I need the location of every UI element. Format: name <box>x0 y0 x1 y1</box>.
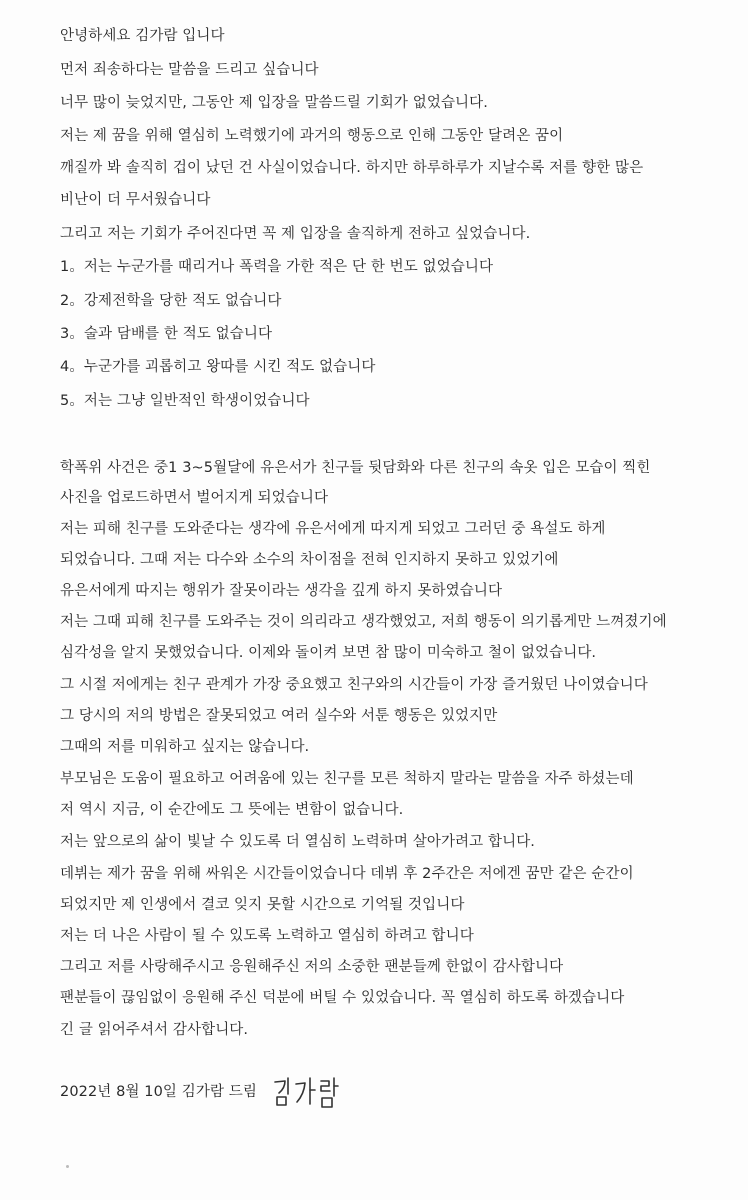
letter-line: 저는 제 꿈을 위해 열심히 노력했기에 과거의 행동으로 인해 그동안 달려온 꿈이 <box>60 128 564 144</box>
letter-line: 저 역시 지금, 이 순간에도 그 뜻에는 변함이 없습니다. <box>60 802 404 818</box>
letter-line: 그 당시의 저의 방법은 잘못되었고 여러 실수와 서툰 행동은 있었지만 <box>60 708 498 724</box>
paper-speck <box>66 1165 69 1168</box>
letter-line: 그리고 저를 사랑해주시고 응원해주신 저의 소중한 팬분들께 한없이 감사합니다 <box>60 959 564 975</box>
list-item: 2。강제전학을 당한 적도 없습니다 <box>60 293 282 309</box>
letter-line: 저는 앞으로의 삶이 빛날 수 있도록 더 열심히 노력하며 살아가려고 합니다. <box>60 834 536 850</box>
letter-line: 그리고 저는 기회가 주어진다면 꼭 제 입장을 솔직하게 전하고 싶었습니다. <box>60 226 531 242</box>
letter-line: 되었습니다. 그때 저는 다수와 소수의 차이점을 전혀 인지하지 못하고 있었기에 <box>60 552 559 568</box>
list-item: 4。누군가를 괴롭히고 왕따를 시킨 적도 없습니다 <box>60 359 376 375</box>
letter-line: 그때의 저를 미워하고 싶지는 않습니다. <box>60 739 310 755</box>
list-item: 3。술과 담배를 한 적도 없습니다 <box>60 326 273 342</box>
letter-line: 먼저 죄송하다는 말씀을 드리고 싶습니다 <box>60 62 319 78</box>
letter-line: 그 시절 저에게는 친구 관계가 가장 중요했고 친구와의 시간들이 가장 즐거웠던 나이였습니다 <box>60 677 648 693</box>
letter-line: 심각성을 알지 못했었습니다. 이제와 돌이켜 보면 참 많이 미숙하고 철이 없었습니다. <box>60 645 597 661</box>
letter-line: 안녕하세요 김가람 입니다 <box>60 28 225 44</box>
letter-line: 부모님은 도움이 필요하고 어려움에 있는 친구를 모른 척하지 말라는 말씀을 자주 하셨는데 <box>60 771 634 787</box>
list-item: 1。저는 누군가를 때리거나 폭력을 가한 적은 단 한 번도 없었습니다 <box>60 259 494 275</box>
letter-line: 긴 글 읽어주셔서 감사합니다. <box>60 1022 249 1038</box>
letter-line: 학폭위 사건은 중1 3~5월달에 유은서가 친구들 뒷담화와 다른 친구의 속옷 입은 모습이 찍힌 <box>60 460 651 476</box>
letter-line: 데뷔는 제가 꿈을 위해 싸워온 시간들이었습니다 데뷔 후 2주간은 저에겐 꿈만 같은 순간이 <box>60 866 634 882</box>
letter-line: 비난이 더 무서웠습니다 <box>60 192 211 208</box>
letter-line: 저는 그때 피해 친구를 도와주는 것이 의리라고 생각했었고, 저희 행동이 의기롭게만 느껴졌기에 <box>60 614 667 630</box>
letter-line: 저는 피해 친구를 도와준다는 생각에 유은서에게 따지게 되었고 그러던 중 욕설도 하게 <box>60 521 606 537</box>
letter-line: 저는 더 나은 사람이 될 수 있도록 노력하고 열심히 하려고 합니다 <box>60 928 474 944</box>
date-line: 2022년 8월 10일 김가람 드림 <box>60 1084 257 1100</box>
handwritten-signature <box>272 1072 342 1112</box>
letter-line: 되었지만 제 인생에서 결코 잊지 못할 시간으로 기억될 것입니다 <box>60 897 465 913</box>
letter-line: 유은서에게 따지는 행위가 잘못이라는 생각을 깊게 하지 못하였습니다 <box>60 583 503 599</box>
letter-line: 깨질까 봐 솔직히 겁이 났던 건 사실이었습니다. 하지만 하루하루가 지날수록 저를 향한 많은 <box>60 160 644 176</box>
letter-line: 사진을 업로드하면서 벌어지게 되었습니다 <box>60 490 329 506</box>
letter-line: 팬분들이 끊임없이 응원해 주신 덕분에 버틸 수 있었습니다. 꼭 열심히 하도록 하겠습니다 <box>60 990 625 1006</box>
list-item: 5。저는 그냥 일반적인 학생이었습니다 <box>60 393 310 409</box>
letter-line: 너무 많이 늦었지만, 그동안 제 입장을 말씀드릴 기회가 없었습니다. <box>60 95 488 111</box>
